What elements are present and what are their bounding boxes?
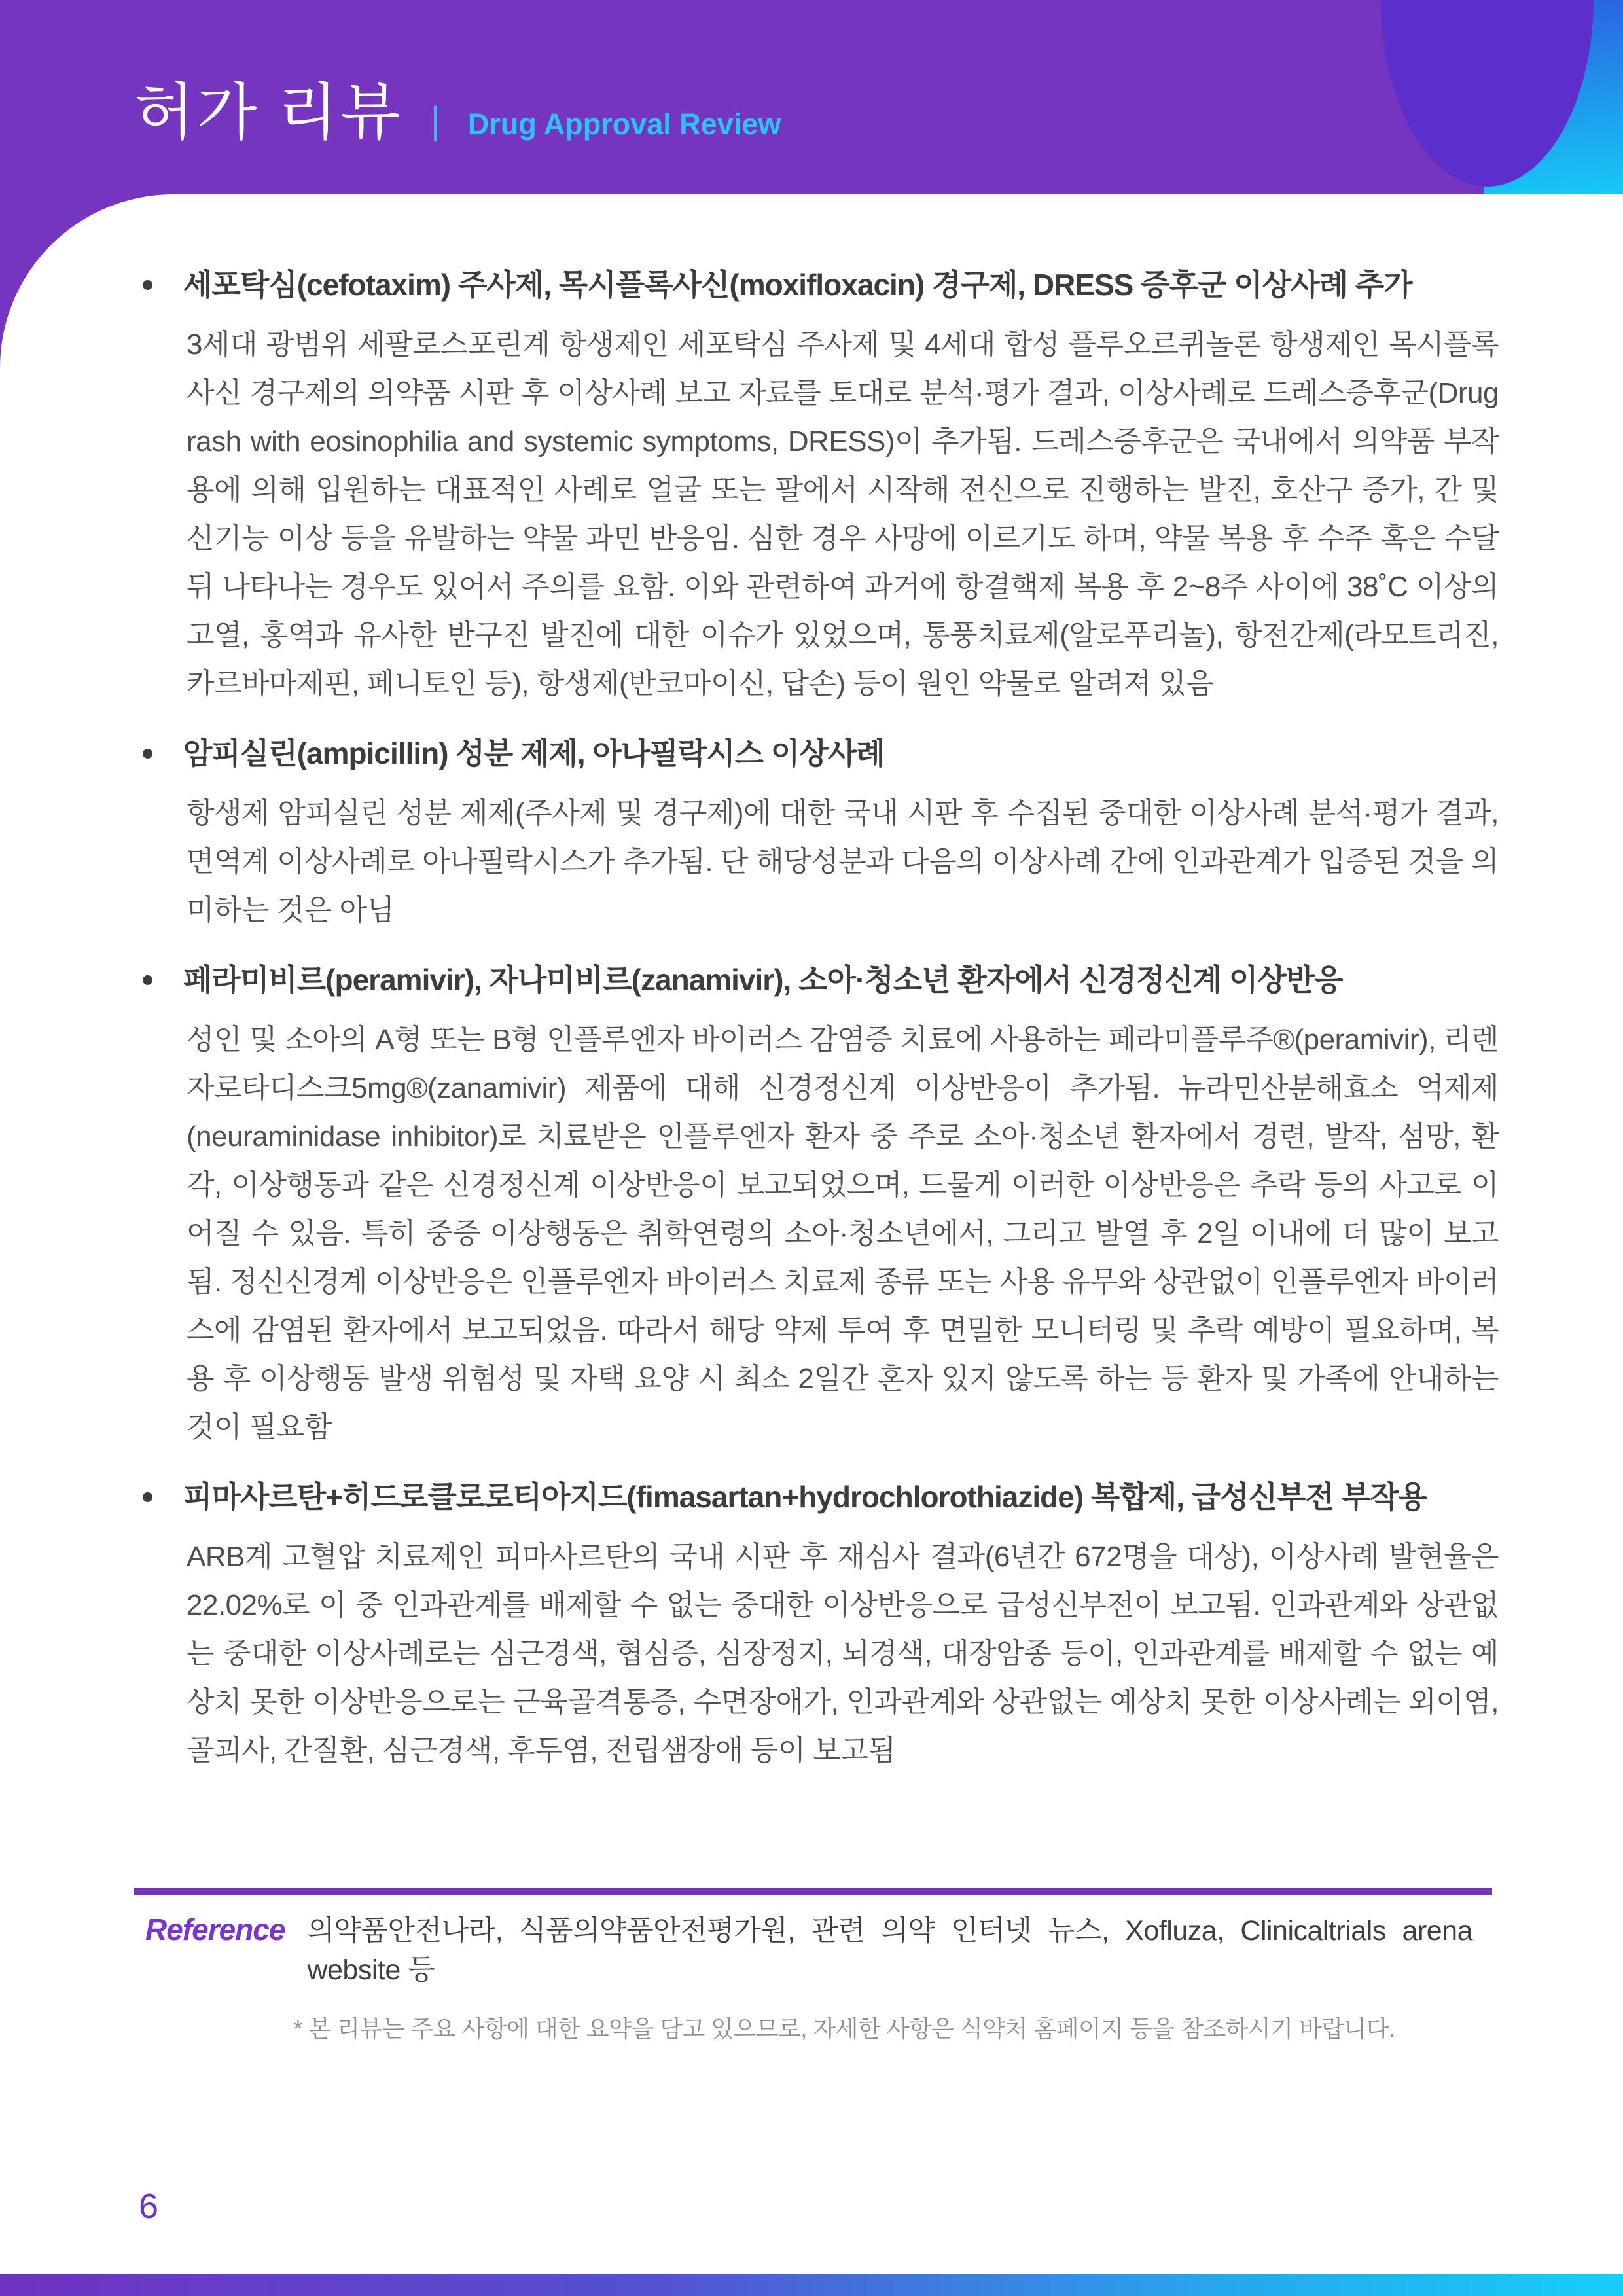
reference-footnote: * 본 리뷰는 주요 사항에 대한 요약을 담고 있으므로, 자세한 사항은 식약처 홈페이지 등을 참조하시기 바랍니다. [293, 2015, 1395, 2042]
section-heading-row [143, 1473, 1544, 1521]
reference-divider-rule [134, 1888, 1492, 1895]
page-title-korean: 허가 리뷰 [134, 78, 403, 147]
title-divider: | [430, 99, 440, 142]
content-sheet [0, 194, 1623, 2296]
section-peramivir-zanamivir [0, 956, 1623, 1452]
bullet-icon [143, 975, 152, 985]
reference-label: Reference [145, 1912, 285, 1946]
section-heading: 암피실린(ampicillin) 성분 제제, 아나필락시스 이상사례 [183, 736, 885, 770]
section-ampicillin [0, 729, 1623, 935]
section-heading: 세포탁심(cefotaxim) 주사제, 목시플록사신(moxifloxacin) 경구제, DRESS 증후군 이상사례 추가 [183, 268, 1412, 302]
reference-text: 의약품안전나라, 식품의약품안전평가원, 관련 의약 인터넷 뉴스, Xofluza, Clinicaltrials arena website 등 [307, 1915, 1472, 1986]
bullet-icon [143, 749, 152, 759]
section-heading-row [143, 956, 1544, 1004]
section-heading-row [143, 729, 1544, 778]
section-heading: 페라미비르(peramivir), 자나미비르(zanamivir), 소아·청소년 환자에서 신경정신계 이상반응 [183, 963, 1343, 997]
section-body: 항생제 암피실린 성분 제제(주사제 및 경구제)에 대한 국내 시판 후 수집된 중대한 이상사례 분석·평가 결과, 면역계 이상사례로 아나필락시스가 추가됨. 단 해당성분과 다음의 이상사례 간에 인과관계가 입증된 것을 의미하는 것은 아님 [187, 797, 1499, 926]
section-heading-row [143, 260, 1544, 309]
section-body: ARB계 고혈압 치료제인 피마사르탄의 국내 시판 후 재심사 결과(6년간 672명을 대상), 이상사례 발현율은 22.02%로 이 중 인과관계를 배제할 수 없는 중대한 이상반응으로 급성신부전이 보고됨. 인과관계와 상관없는 중대한 이상사례로는 심근경색, 협심증, 심장정지, 뇌경색, 대장암종 등이, 인과관계를 배제할 수 없는 예상치 못한 이상반응으로는 근육골격통증, 수면장애가, 인과관계와 상관없는 예상치 못한 이상사례는 외이염, 골괴사, 간질환, 심근경색, 후두염, 전립샘장애 등이 보고됨 [187, 1541, 1499, 1767]
header-titles [134, 77, 781, 148]
section-fimasartan-hctz [0, 1473, 1623, 1775]
bullet-icon [143, 1492, 152, 1502]
content-area [0, 194, 1623, 2044]
section-cefotaxim-moxifloxacin [0, 260, 1623, 708]
section-heading: 피마사르탄+히드로클로로티아지드(fimasartan+hydrochlorothiazide) 복합제, 급성신부전 부작용 [183, 1480, 1427, 1514]
page-title-english: Drug Approval Review [467, 107, 781, 141]
page-number: 6 [139, 2187, 159, 2226]
section-body: 3세대 광범위 세팔로스포린계 항생제인 세포탁심 주사제 및 4세대 합성 플루오르퀴놀론 항생제인 목시플록사신 경구제의 의약품 시판 후 이상사례 보고 자료를 토대로 분석·평가 결과, 이상사례로 드레스증후군(Drug rash with eosinophilia and systemic symptoms, DRESS)이 추가됨. 드레스증후군은 국내에서 의약품 부작용에 의해 입원하는 대표적인 사례로 얼굴 또는 팔에서 시작해 전신으로 진행하는 발진, 호산구 증가, 간 및 신기능 이상 등을 유발하는 약물 과민 반응임. 심한 경우 사망에 이르기도 하며, 약물 복용 후 수주 혹은 수달 뒤 나타나는 경우도 있어서 주의를 요함. 이와 관련하여 과거에 항결핵제 복용 후 2~8주 사이에 38˚C 이상의 고열, 홍역과 유사한 반구진 발진에 대한 이슈가 있었으며, 통풍치료제(알로푸리놀), 항전간제(라모트리진, 카르바마제핀, 페니토인 등), 항생제(반코마이신, 답손) 등이 원인 약물로 알려져 있음 [187, 329, 1499, 700]
footer-gradient-bar [0, 2274, 1623, 2296]
reference-row [145, 1911, 1472, 1990]
bullet-icon [143, 280, 152, 290]
section-body: 성인 및 소아의 A형 또는 B형 인플루엔자 바이러스 감염증 치료에 사용하는 페라미플루주®(peramivir), 리렌자로타디스크5mg®(zanamivir) 제품에 대해 신경정신계 이상반응이 추가됨. 뉴라민산분해효소 억제제(neuraminidase inhibitor)로 치료받은 인플루엔자 환자 중 주로 소아·청소년 환자에서 경련, 발작, 섬망, 환각, 이상행동과 같은 신경정신계 이상반응이 보고되었으며, 드물게 이러한 이상반응은 추락 등의 사고로 이어질 수 있음. 특히 중증 이상행동은 취학연령의 소아·청소년에서, 그리고 발열 후 2일 이내에 더 많이 보고됨. 정신신경계 이상반응은 인플루엔자 바이러스 치료제 종류 또는 사용 유무와 상관없이 인플루엔자 바이러스에 감염된 환자에서 보고되었음. 따라서 해당 약제 투여 후 면밀한 모니터링 및 추락 예방이 필요하며, 복용 후 이상행동 발생 위험성 및 자택 요양 시 최소 2일간 혼자 있지 않도록 하는 등 환자 및 가족에 안내하는 것이 필요함 [187, 1024, 1499, 1443]
